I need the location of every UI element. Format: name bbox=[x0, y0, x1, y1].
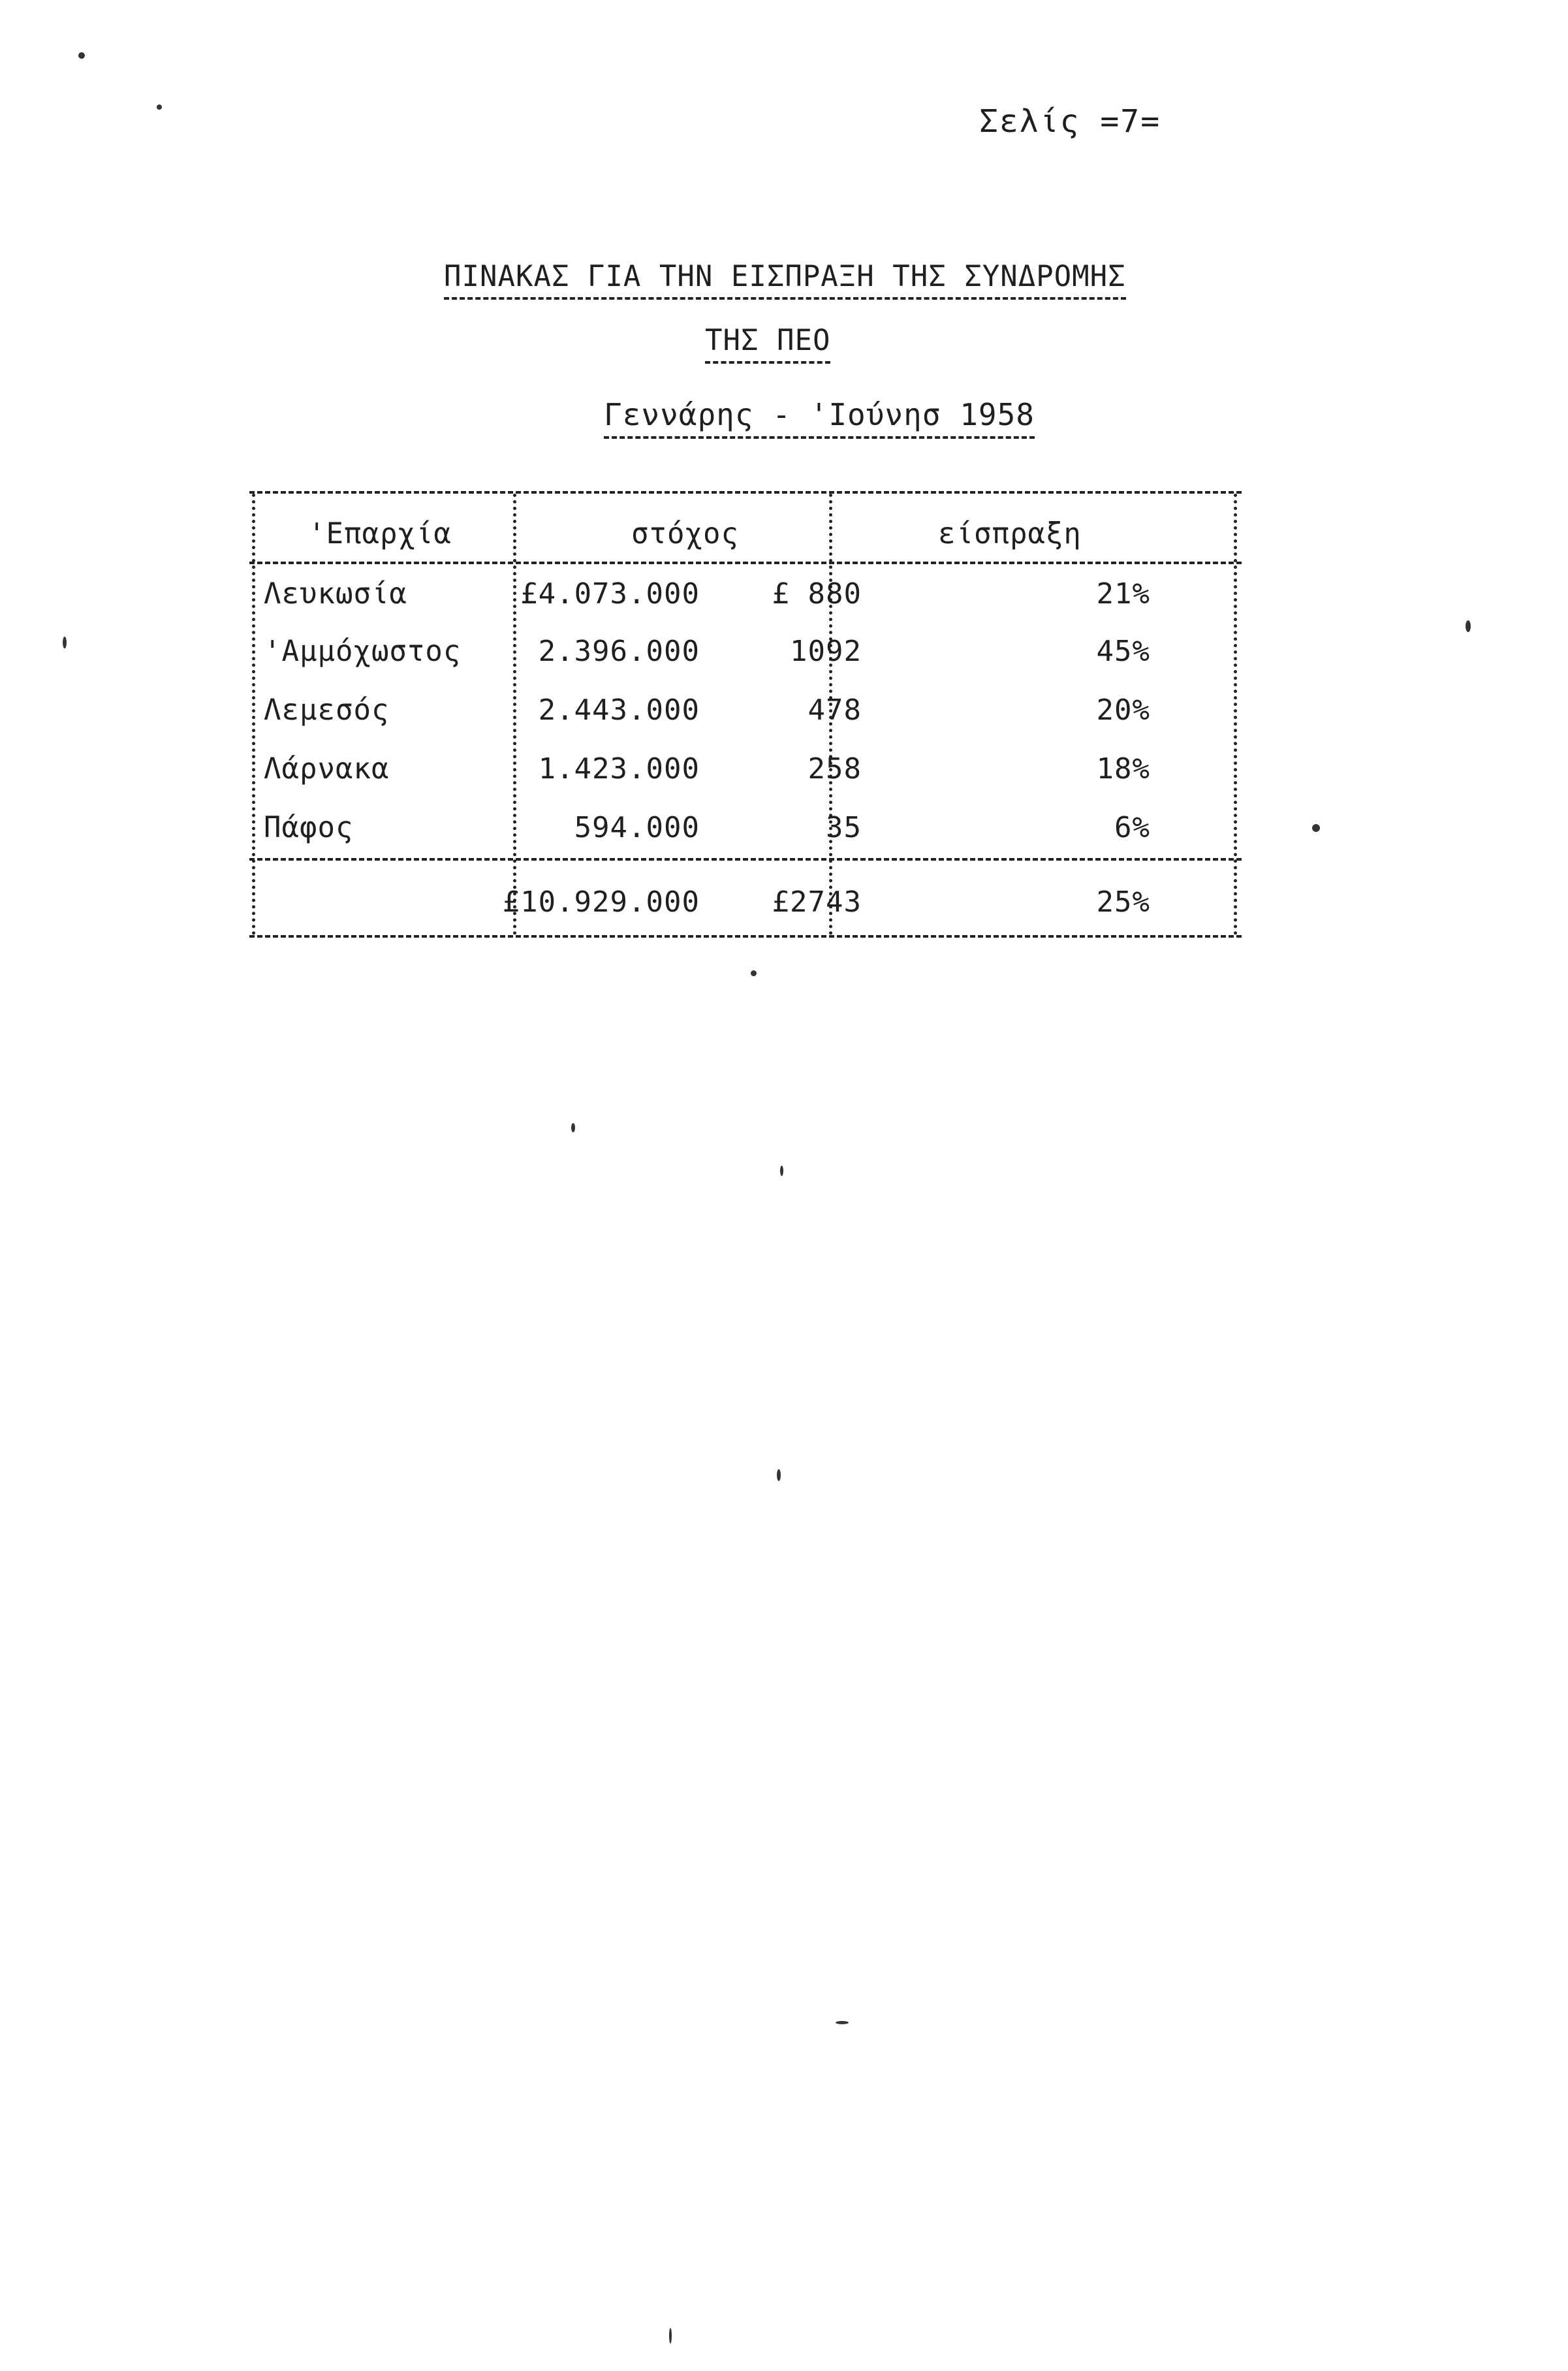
table-row-percent: 20% bbox=[1096, 693, 1150, 727]
scan-speck bbox=[571, 1123, 575, 1132]
table-row-amount: £ 880 bbox=[772, 577, 862, 611]
table-row-target: 2.396.000 bbox=[538, 635, 700, 668]
table-row-target: 594.000 bbox=[574, 811, 700, 844]
total-rule bbox=[249, 858, 1242, 861]
collection-table bbox=[249, 491, 1242, 938]
scan-speck bbox=[777, 1469, 781, 1481]
total-row-amount: £2743 bbox=[772, 885, 862, 919]
table-row-province: Λευκωσία bbox=[264, 577, 407, 611]
table-row-amount: 1092 bbox=[790, 635, 862, 668]
header-rule bbox=[249, 562, 1242, 564]
table-row-amount: 258 bbox=[808, 752, 862, 786]
total-row-target: £10.929.000 bbox=[502, 885, 700, 919]
scan-speck bbox=[836, 2021, 849, 2024]
table-border-right bbox=[1234, 494, 1237, 935]
scan-speck bbox=[780, 1166, 783, 1176]
scan-speck bbox=[669, 2328, 672, 2344]
table-row-percent: 21% bbox=[1096, 577, 1150, 611]
column-header-province: 'Επαρχία bbox=[308, 517, 452, 550]
scan-speck bbox=[1312, 824, 1320, 832]
column-header-target: στόχος bbox=[631, 517, 739, 550]
total-row-percent: 25% bbox=[1096, 885, 1150, 919]
table-row-province: Λεμεσός bbox=[264, 693, 390, 727]
scan-speck bbox=[63, 637, 67, 648]
scan-speck bbox=[1466, 620, 1471, 632]
table-row-amount: 478 bbox=[808, 693, 862, 727]
table-divider-1 bbox=[513, 494, 516, 935]
table-row-province: Λάρνακα bbox=[264, 752, 390, 786]
scan-speck bbox=[157, 104, 162, 110]
column-header-collection: είσπραξη bbox=[938, 517, 1082, 550]
table-row-target: 1.423.000 bbox=[538, 752, 700, 786]
table-row-target: 2.443.000 bbox=[538, 693, 700, 727]
table-border-left bbox=[252, 494, 255, 935]
table-row-percent: 18% bbox=[1096, 752, 1150, 786]
table-row-percent: 45% bbox=[1096, 635, 1150, 668]
table-row-province: 'Αμμόχωστος bbox=[264, 635, 462, 668]
table-row-target: £4.073.000 bbox=[520, 577, 700, 611]
table-subtitle: ΤΗΣ ΠΕΟ bbox=[705, 324, 830, 364]
table-row-amount: 35 bbox=[826, 811, 862, 844]
table-row-percent: 6% bbox=[1114, 811, 1150, 844]
page-number: Σελίς =7= bbox=[979, 103, 1161, 140]
scan-speck bbox=[78, 52, 85, 59]
period-label: Γεννάρης - 'Ιούνησ 1958 bbox=[604, 397, 1035, 439]
table-row-province: Πάφος bbox=[264, 811, 354, 844]
table-title: ΠΙΝΑΚΑΣ ΓΙΑ ΤΗΝ ΕΙΣΠΡΑΞΗ ΤΗΣ ΣΥΝΔΡΟΜΗΣ bbox=[444, 260, 1126, 300]
scan-speck bbox=[751, 970, 757, 976]
